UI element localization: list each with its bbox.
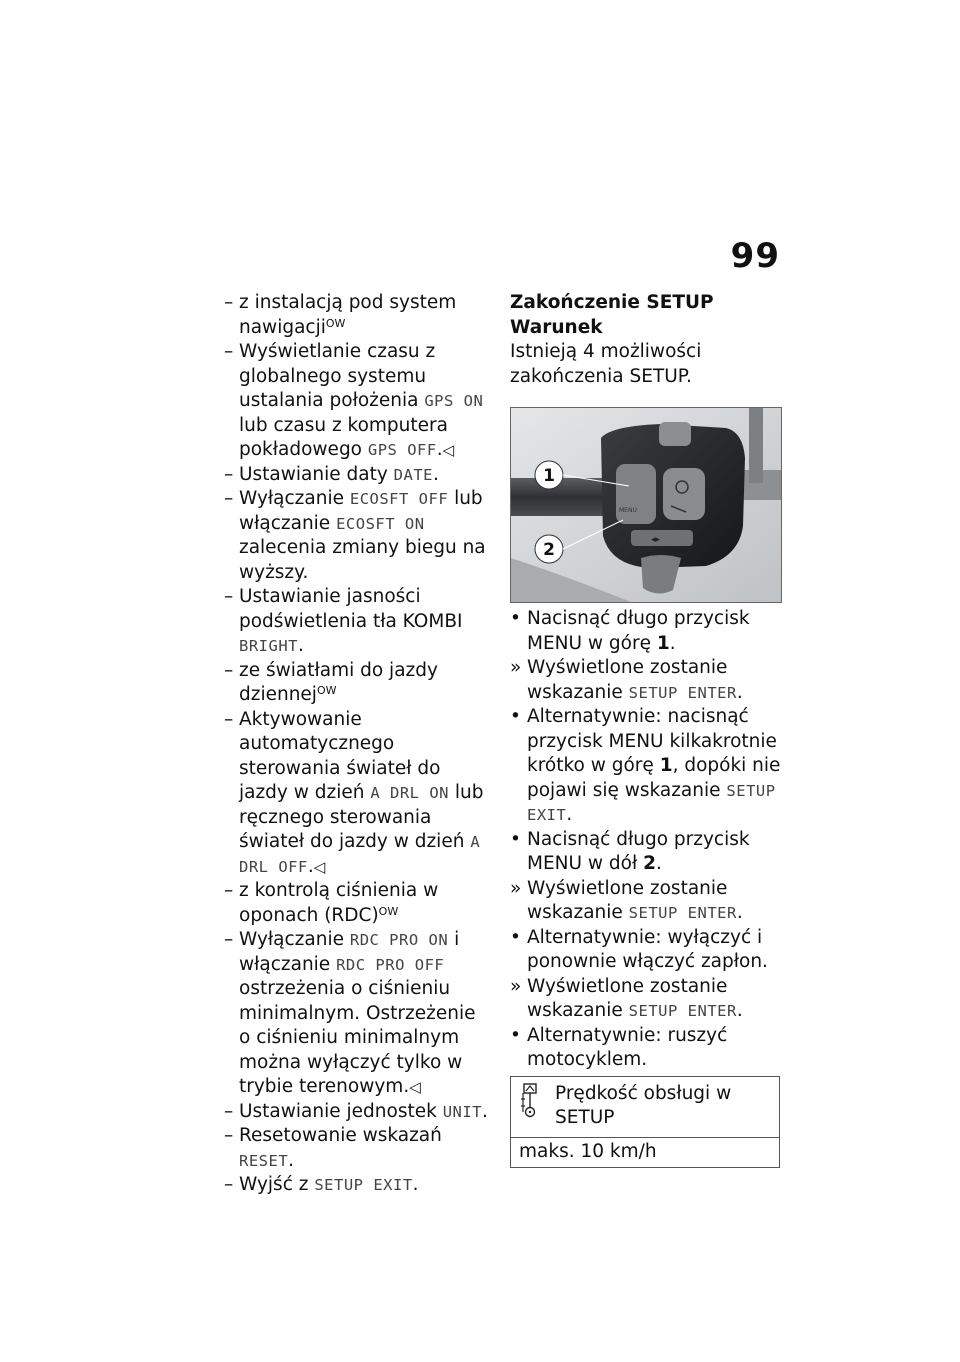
item-text: lub włączanie — [239, 488, 483, 534]
step-text: Wyświetlone zostanie wskazanie — [527, 877, 728, 923]
item-text: z instalacją pod system nawigacji — [239, 292, 457, 338]
item-text: Aktywowanie automatycznego sterowania świateł do jazdy w dzień — [239, 708, 441, 803]
list-item — [222, 879, 492, 928]
ow-option-mark: OW — [316, 684, 337, 697]
dash-marker: – — [224, 929, 234, 950]
subheading: Warunek — [510, 316, 603, 338]
dash-marker: – — [224, 586, 234, 607]
item-text: Ustawianie jasności podświetlenia tła KOMBI — [239, 586, 463, 632]
item-text: . — [482, 1100, 488, 1122]
callout-ref: 2 — [643, 853, 656, 874]
step-text: . — [656, 853, 662, 874]
spec-box — [510, 1076, 780, 1169]
item-text: i włączanie — [239, 929, 460, 975]
bullet-marker: • — [510, 926, 521, 948]
section-heading: Zakończenie SETUP — [510, 292, 714, 313]
display-code: SETUP EXIT — [314, 1176, 413, 1194]
dash-marker: – — [224, 708, 234, 730]
item-text: z kontrolą ciśnienia w oponach (RDC) — [239, 880, 439, 926]
list-item — [222, 340, 492, 463]
step-text: . — [736, 902, 743, 923]
result-item — [510, 656, 782, 705]
step-text: Alternatywnie: wyłączyć i ponownie włączyć zapłon. — [527, 926, 768, 972]
step-text: . — [736, 681, 743, 703]
item-text: . — [433, 463, 439, 485]
display-code: RESET — [239, 1151, 289, 1170]
item-text: zalecenia zmiany biegu na wyższy. — [239, 537, 486, 583]
dash-marker: – — [224, 292, 234, 313]
step-text: Wyświetlone zostanie wskazanie — [527, 975, 728, 1021]
list-item — [222, 928, 492, 1100]
ow-option-mark: OW — [378, 904, 399, 918]
display-code: SETUP ENTER — [628, 683, 737, 702]
item-text: lub czasu z komputera pokładowego — [239, 414, 448, 460]
list-item — [222, 291, 492, 340]
bullet-marker: • — [510, 1024, 521, 1046]
display-code: A DRL OFF — [239, 833, 481, 876]
speedometer-gauge-icon — [519, 1082, 555, 1131]
end-mark-icon: ◁ — [313, 857, 326, 876]
item-text: Wyświetlanie czasu z globalnego systemu ustalania położenia — [239, 341, 436, 411]
dash-marker: – — [224, 659, 234, 681]
display-code: SETUP ENTER — [628, 1002, 737, 1020]
display-code: GPS OFF — [367, 441, 437, 459]
item-text: Resetowanie wskazań — [239, 1125, 442, 1146]
list-item — [222, 1124, 492, 1173]
callout-2-label: 2 — [543, 540, 555, 560]
result-marker: » — [510, 877, 522, 899]
display-code: UNIT — [442, 1102, 483, 1121]
result-item — [510, 975, 782, 1024]
display-code: ECOSFT ON — [336, 514, 425, 533]
handlebar-switch-illustration — [511, 408, 781, 602]
item-text: . — [298, 635, 304, 656]
callout-1-label: 1 — [543, 466, 555, 486]
step-text: Wyświetlone zostanie wskazanie — [527, 657, 728, 703]
display-code: RDC PRO ON — [349, 931, 449, 949]
right-column — [510, 291, 782, 1168]
list-item — [222, 487, 492, 585]
item-text: Ustawianie jednostek — [239, 1100, 443, 1122]
item-text: Wyjść z — [239, 1174, 315, 1195]
list-item — [222, 585, 492, 659]
item-text: . — [436, 439, 443, 460]
item-text: ze światłami do jazdy dziennej — [239, 659, 438, 705]
handlebar-switch-figure — [510, 407, 782, 603]
bullet-marker: • — [510, 706, 521, 727]
result-marker: » — [510, 975, 522, 997]
dash-marker: – — [224, 1100, 234, 1122]
display-code: SETUP ENTER — [628, 904, 737, 922]
display-code: GPS ON — [424, 392, 484, 410]
step-text: Alternatywnie: ruszyć motocyklem. — [527, 1024, 728, 1070]
dash-marker: – — [224, 463, 234, 485]
spec-value: maks. 10 km/h — [519, 1140, 657, 1162]
dash-marker: – — [224, 341, 234, 362]
callout-ref: 1 — [656, 632, 670, 654]
step-item — [510, 926, 782, 975]
dash-marker: – — [224, 1125, 234, 1146]
step-item — [510, 607, 782, 656]
display-code: BRIGHT — [239, 637, 298, 655]
menu-key-label: MENU — [619, 507, 637, 514]
spec-label: Prędkość obsługi w SETUP — [555, 1082, 732, 1128]
intro-text: Istnieją 4 możliwości zakończenia SETUP. — [510, 341, 702, 387]
item-text: . — [288, 1149, 295, 1171]
list-item — [222, 463, 492, 488]
list-item — [222, 1173, 492, 1198]
dash-marker: – — [224, 488, 234, 509]
step-item — [510, 1024, 782, 1073]
page-number: 99 — [730, 236, 780, 276]
step-text: . — [566, 804, 573, 825]
svg-text:◂▸: ◂▸ — [651, 535, 661, 545]
item-text: lub ręcznego sterowania świateł do jazdy w dzień — [239, 782, 484, 852]
result-item — [510, 877, 782, 926]
left-column — [222, 291, 492, 1198]
item-text: . — [412, 1174, 419, 1195]
display-code: SETUP EXIT — [527, 781, 776, 824]
bullet-marker: • — [510, 608, 521, 629]
display-code: ECOSFT OFF — [349, 490, 449, 508]
step-item — [510, 828, 782, 877]
result-marker: » — [510, 657, 522, 678]
step-text: . — [736, 1000, 743, 1021]
step-text: , dopóki nie pojawi się wskazanie — [527, 755, 781, 801]
item-text: Ustawianie daty — [239, 463, 394, 485]
spec-header — [511, 1077, 779, 1138]
display-code: RDC PRO OFF — [336, 955, 445, 974]
dash-marker: – — [224, 1174, 234, 1195]
list-item — [222, 1100, 492, 1125]
step-text: Nacisnąć długo przycisk MENU w górę — [527, 608, 750, 654]
step-text: . — [669, 632, 676, 654]
list-item — [222, 659, 492, 708]
step-text: Alternatywnie: nacisnąć przycisk MENU kilkakrotnie krótko w górę — [527, 706, 777, 776]
list-item — [222, 708, 492, 880]
end-mark-icon: ◁ — [409, 1078, 421, 1096]
step-item — [510, 705, 782, 828]
display-code: A DRL ON — [370, 784, 450, 802]
ow-option-mark: OW — [325, 316, 346, 330]
bullet-marker: • — [510, 828, 521, 850]
callout-ref: 1 — [659, 755, 673, 776]
display-code: DATE — [393, 465, 433, 484]
item-text: ostrzeżenia o ciśnieniu minimalnym. Ostrzeżenie o ciśnieniu minimalnym można wyłączyć tylko w trybie terenowym. — [239, 978, 476, 1097]
end-mark-icon: ◁ — [442, 441, 455, 459]
item-text: Wyłączanie — [239, 929, 350, 950]
step-text: Nacisnąć długo przycisk MENU w dół — [527, 828, 750, 874]
dash-marker: – — [224, 880, 234, 901]
item-text: . — [307, 855, 314, 877]
item-text: Wyłączanie — [239, 488, 350, 509]
